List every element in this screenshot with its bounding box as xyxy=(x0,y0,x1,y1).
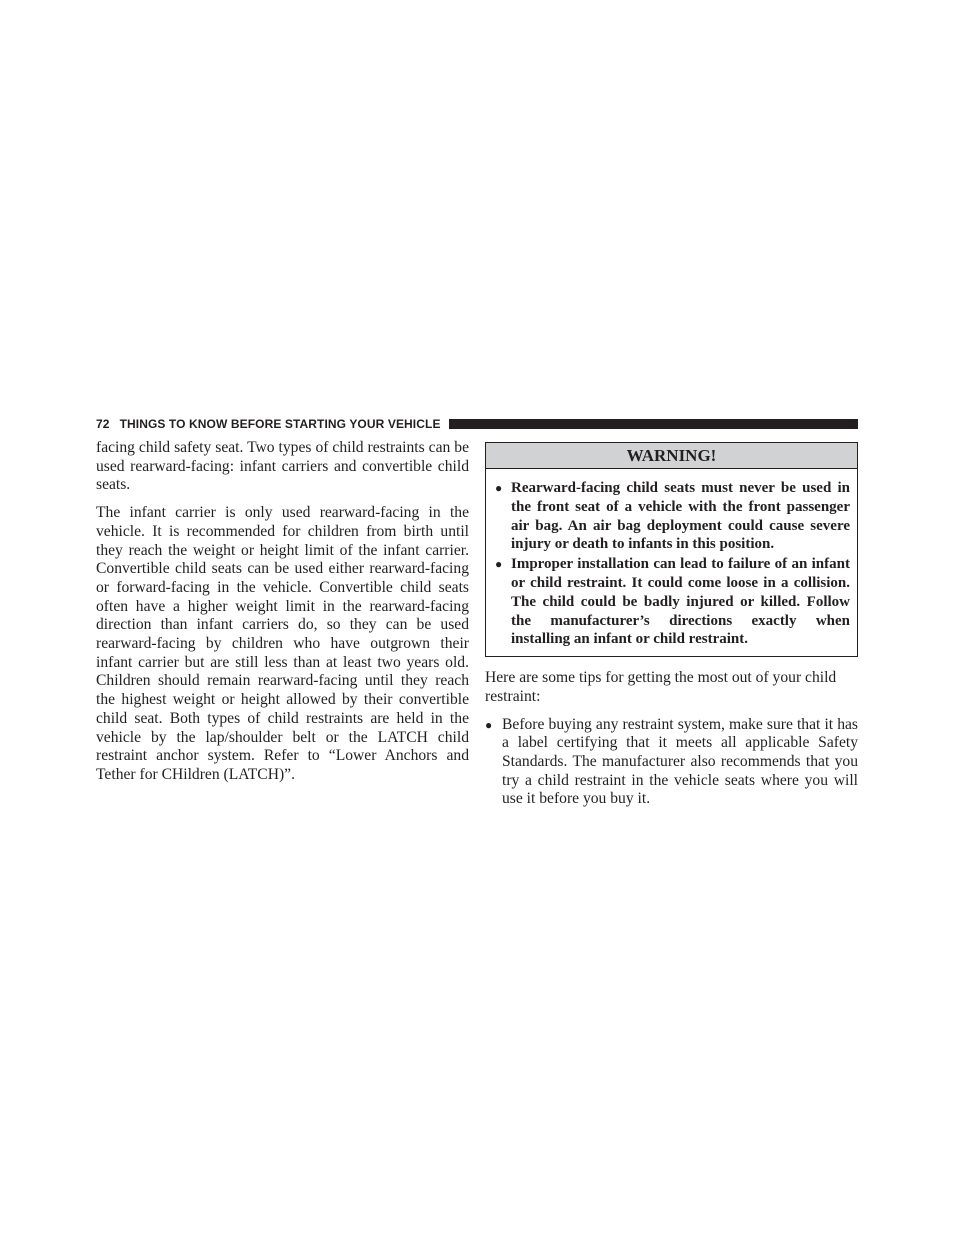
tip-item-text: Before buying any restraint system, make sure that it has a label certifying that it meets all applicable Safety Standards. The manufacturer also recommends that you try a child restraint in the vehicle seats where you will use it before you buy it. xyxy=(502,715,858,808)
tips-intro: Here are some tips for getting the most out of your child restraint: xyxy=(485,669,837,705)
warning-box xyxy=(485,442,858,657)
body-paragraph: The infant carrier is only used rearward-facing in the vehicle. It is recommended for children from birth until they reach the weight or height limit of the infant carrier. Convertible child seats can be used either rearward-facing or forward-facing in the vehicle. Convertible child seats often have a higher weight limit in the rearward-facing direction than infant carriers do, so they can be used rearward-facing by children who have outgrown their infant carrier but are still less than at least two years old. Children should remain rearward-facing until they reach the highest weight or height allowed by their convertible child seat. Both types of child restraints are held in the vehicle by the lap/shoulder belt or the LATCH child restraint anchor system. Refer to “Lower Anchors and Tether for CHildren (LATCH)”. xyxy=(96,504,469,783)
right-column xyxy=(485,442,858,809)
warning-item-text: Rearward-facing child seats must never be used in the front seat of a vehicle with the front passenger air bag. An air bag deployment could cause severe injury or death to infants in this position. xyxy=(511,480,850,553)
warning-item-text: Improper installation can lead to failure of an infant or child restraint. It could come loose in a collision. The child could be badly injured or killed. Follow the manufacturer’s directions exactly when installing an infant or child restraint. xyxy=(511,556,850,648)
left-column xyxy=(96,439,469,794)
section-title: THINGS TO KNOW BEFORE STARTING YOUR VEHICLE xyxy=(119,417,441,431)
bullet-icon: ● xyxy=(495,557,503,572)
page-number: 72 xyxy=(96,417,110,431)
page-header xyxy=(96,416,858,432)
bullet-icon: ● xyxy=(495,481,503,495)
body-paragraph: facing child safety seat. Two types of child restraints can be used rearward-facing: infant carriers and convertible child seats. xyxy=(96,439,469,494)
header-rule xyxy=(449,419,858,429)
warning-item xyxy=(495,555,850,649)
warning-title: WARNING! xyxy=(486,443,857,469)
header-text xyxy=(96,417,441,431)
warning-body xyxy=(486,469,857,656)
warning-item xyxy=(495,479,850,554)
tip-item xyxy=(485,716,858,810)
bullet-icon: ● xyxy=(485,717,493,732)
